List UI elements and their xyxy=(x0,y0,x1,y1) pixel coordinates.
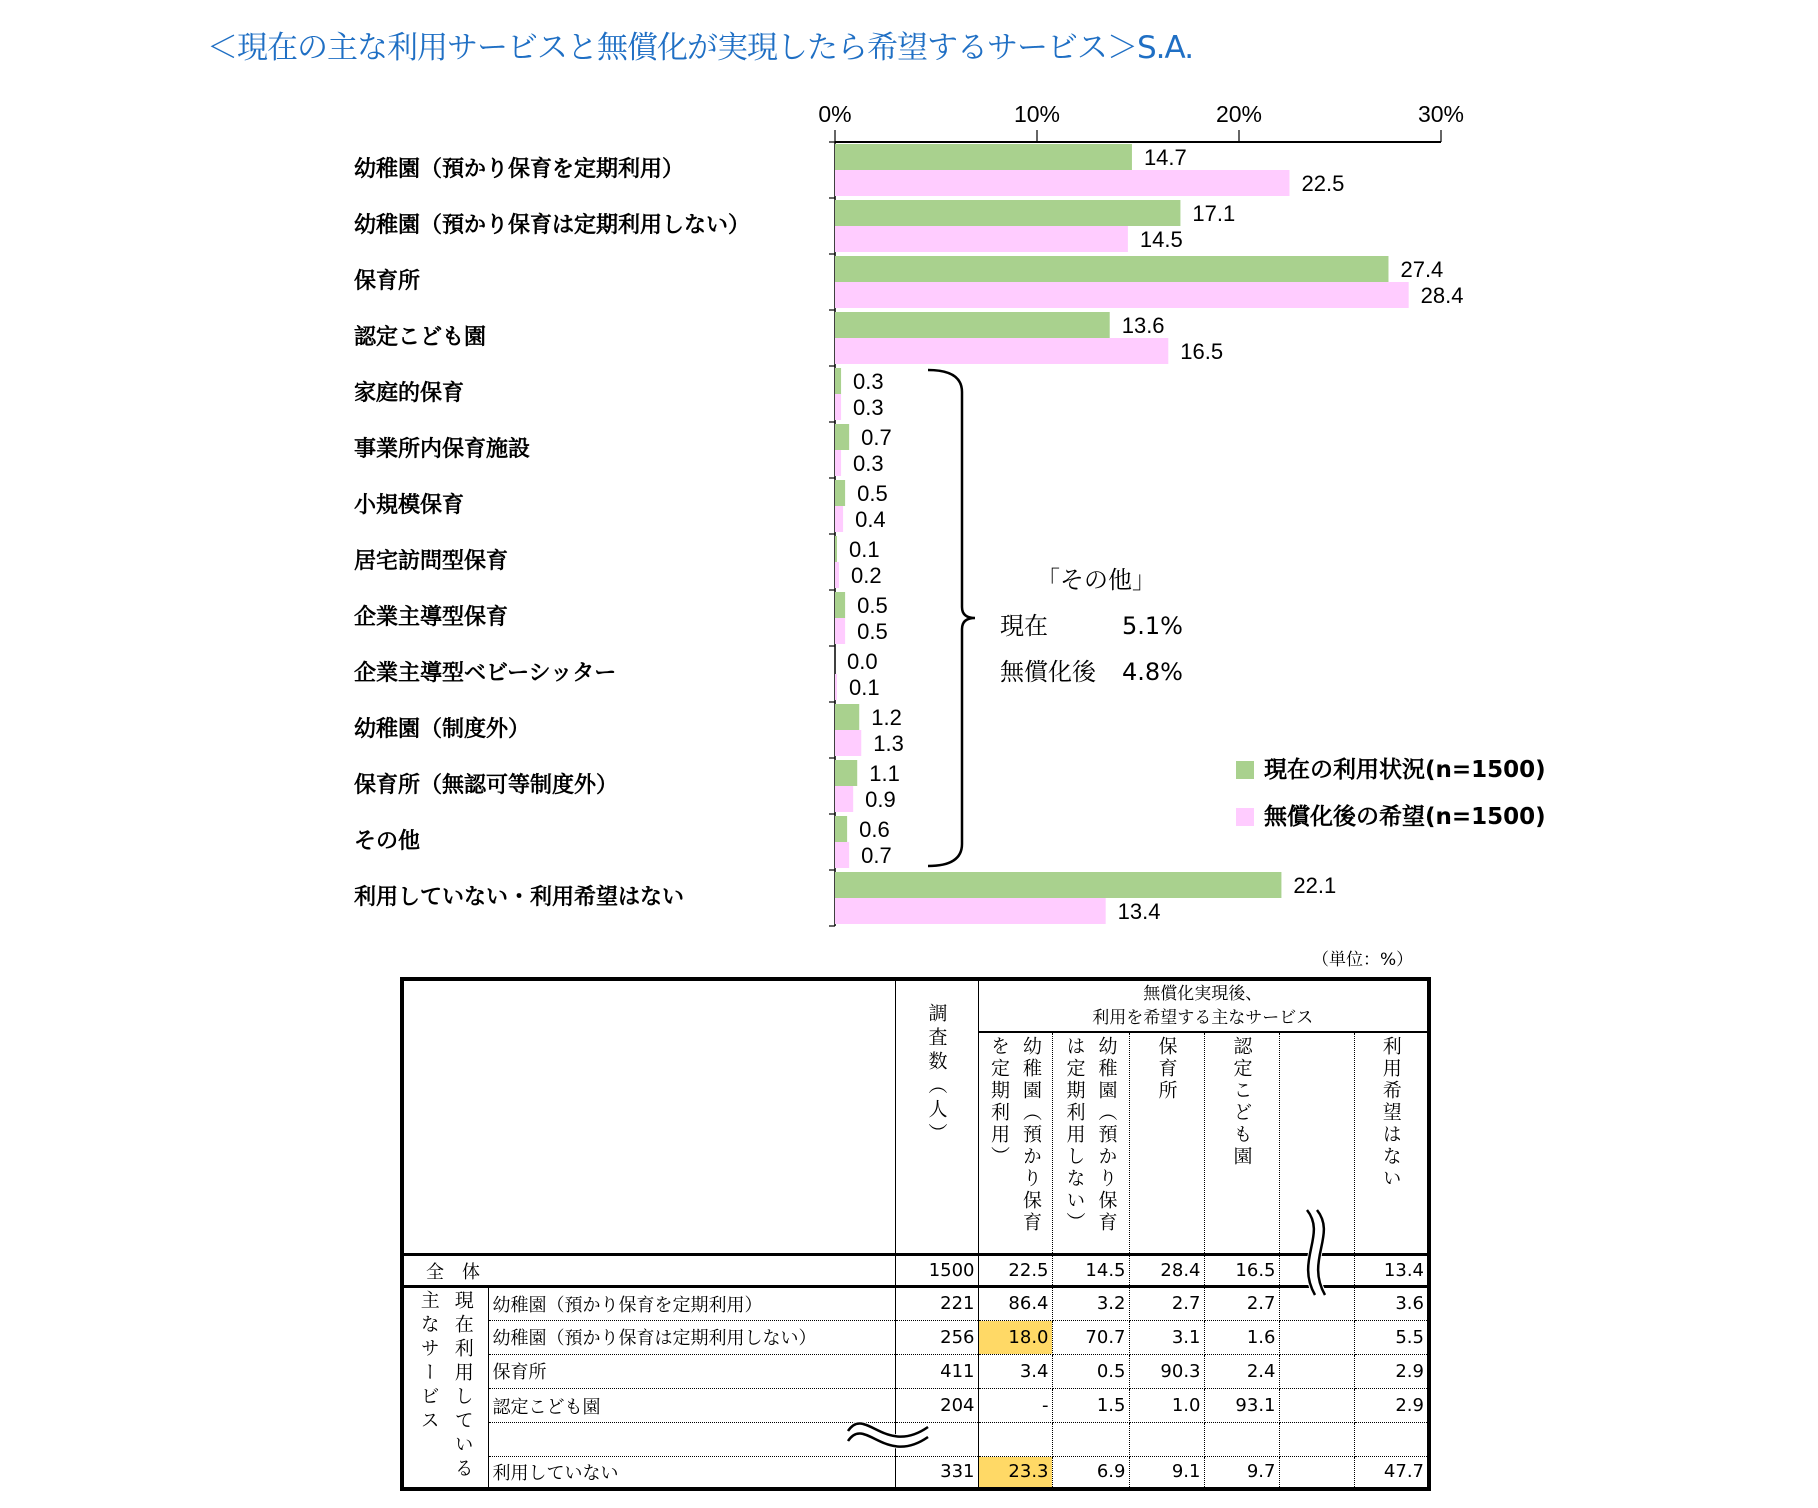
table-cell: 3.6 xyxy=(1354,1287,1429,1321)
bar-current xyxy=(835,592,845,618)
bar-after xyxy=(835,842,849,868)
total-cell: 22.5 xyxy=(978,1255,1052,1287)
row-group-label xyxy=(402,1287,488,1490)
row-label: 幼稚園（預かり保育は定期利用しない） xyxy=(488,1320,895,1354)
bar-after xyxy=(835,282,1409,308)
header-n-text: 調査数（人） xyxy=(925,1003,948,1147)
value-label-current: 17.1 xyxy=(1192,201,1236,226)
value-label-after: 28.4 xyxy=(1420,283,1464,308)
category-label: 利用していない・利用希望はない xyxy=(354,885,685,910)
table-row xyxy=(402,1389,1429,1423)
category-label: 企業主導型ベビーシッター xyxy=(354,661,617,686)
table-cell: 6.9 xyxy=(1052,1456,1129,1489)
table-cell: 2.4 xyxy=(1204,1354,1279,1389)
row-label: 幼稚園（預かり保育を定期利用） xyxy=(488,1287,895,1321)
bar-after xyxy=(835,786,853,812)
row-label xyxy=(488,1423,895,1457)
value-label-after: 0.9 xyxy=(865,787,896,812)
bar-current xyxy=(835,200,1180,226)
value-label-after: 1.3 xyxy=(873,731,904,756)
x-tick-label: 10% xyxy=(1013,101,1061,127)
legend-label-after: 無償化後の希望(n=1500) xyxy=(1264,804,1546,830)
bar-current xyxy=(835,704,859,730)
bar-current xyxy=(835,816,847,842)
bar-current xyxy=(835,760,857,786)
other-after-label: 無償化後 xyxy=(1000,658,1096,686)
table-cell: 1.6 xyxy=(1204,1320,1279,1354)
bar-after xyxy=(835,506,843,532)
bar-current xyxy=(835,424,849,450)
category-label: 幼稚園（預かり保育は定期利用しない） xyxy=(354,213,751,238)
table-cell xyxy=(1279,1389,1354,1423)
table-cell xyxy=(1279,1423,1354,1457)
table-unit: （単位：%） xyxy=(1312,950,1414,970)
category-label: 認定こども園 xyxy=(354,325,487,350)
table-cell: 411 xyxy=(895,1354,978,1389)
column-header xyxy=(1129,1032,1204,1255)
category-label: 小規模保育 xyxy=(354,493,465,518)
header-blank xyxy=(402,979,895,1255)
page-title: ＜現在の主な利用サービスと無償化が実現したら希望するサービス＞S.A. xyxy=(207,30,1194,66)
bar-after xyxy=(835,674,837,700)
header-group-line2: 利用を希望する主なサービス xyxy=(1092,1008,1314,1028)
value-label-current: 1.2 xyxy=(871,705,902,730)
value-label-after: 0.5 xyxy=(857,619,888,644)
column-header xyxy=(1052,1032,1129,1255)
other-after-value: 4.8% xyxy=(1122,658,1183,686)
table-cell: 5.5 xyxy=(1354,1320,1429,1354)
table-cell: 90.3 xyxy=(1129,1354,1204,1389)
table-cell: - xyxy=(978,1389,1052,1423)
bar-after xyxy=(835,394,841,420)
other-current-value: 5.1% xyxy=(1122,612,1183,640)
table-cell xyxy=(978,1423,1052,1457)
bar-after xyxy=(835,338,1168,364)
total-cell: 28.4 xyxy=(1129,1255,1204,1287)
total-cell: 1500 xyxy=(895,1255,978,1287)
column-header xyxy=(1204,1032,1279,1255)
bar-current xyxy=(835,312,1110,338)
brace-other xyxy=(928,370,975,866)
table-cell: 9.1 xyxy=(1129,1456,1204,1489)
row-label: 認定こども園 xyxy=(488,1389,895,1423)
category-label: 幼稚園（預かり保育を定期利用） xyxy=(354,157,685,182)
table-cell xyxy=(895,1423,978,1457)
column-header-text: 幼稚園（預かり保育は定期利用しない） xyxy=(1063,1036,1118,1234)
category-label: その他 xyxy=(354,829,421,854)
table-cell: 47.7 xyxy=(1354,1456,1429,1489)
column-header xyxy=(978,1032,1052,1255)
legend-item-current xyxy=(1236,756,1546,784)
table-cell xyxy=(1052,1423,1129,1457)
legend-swatch-current xyxy=(1236,761,1254,779)
value-label-after: 22.5 xyxy=(1301,171,1345,196)
table-cell: 0.5 xyxy=(1052,1354,1129,1389)
table-cell: 23.3 xyxy=(978,1456,1052,1489)
column-header-text: 利用希望はない xyxy=(1379,1036,1402,1190)
value-label-after: 0.4 xyxy=(855,507,886,532)
value-label-current: 13.6 xyxy=(1121,313,1165,338)
category-label: 保育所 xyxy=(354,269,421,294)
table-cell: 93.1 xyxy=(1204,1389,1279,1423)
table-row xyxy=(402,1354,1429,1389)
header-group-line1: 無償化実現後、 xyxy=(1143,984,1263,1004)
bar-after xyxy=(835,898,1106,924)
table-cell: 331 xyxy=(895,1456,978,1489)
value-label-after: 0.3 xyxy=(853,451,884,476)
value-label-current: 0.6 xyxy=(859,817,890,842)
table-cell xyxy=(1279,1456,1354,1489)
other-current-label: 現在 xyxy=(1000,612,1048,640)
total-label: 全 体 xyxy=(402,1255,895,1287)
other-annotation-heading: 「その他」 xyxy=(1036,566,1156,594)
total-cell: 16.5 xyxy=(1204,1255,1279,1287)
column-header-text: 幼稚園（預かり保育を定期利用） xyxy=(988,1036,1042,1234)
table-cell: 18.0 xyxy=(978,1320,1052,1354)
table-cell xyxy=(1279,1320,1354,1354)
total-cell: 14.5 xyxy=(1052,1255,1129,1287)
x-tick-label: 20% xyxy=(1215,101,1263,127)
bar-after xyxy=(835,618,845,644)
value-label-after: 0.3 xyxy=(853,395,884,420)
table-cell: 9.7 xyxy=(1204,1456,1279,1489)
value-label-current: 22.1 xyxy=(1293,873,1337,898)
header-group xyxy=(978,979,1429,1032)
bar-current xyxy=(835,536,837,562)
value-label-after: 14.5 xyxy=(1139,227,1183,252)
legend-swatch-after xyxy=(1236,808,1254,826)
table-cell xyxy=(1204,1423,1279,1457)
category-label: 事業所内保育施設 xyxy=(354,437,531,462)
value-label-current: 14.7 xyxy=(1143,145,1187,170)
table-cell: 2.9 xyxy=(1354,1354,1429,1389)
row-group-label-text: 現在利用している主なサービス xyxy=(417,1290,474,1482)
value-label-after: 0.7 xyxy=(861,843,892,868)
x-tick-label: 30% xyxy=(1417,101,1465,127)
value-label-after: 0.1 xyxy=(849,675,880,700)
total-cell xyxy=(1279,1255,1354,1287)
value-label-current: 27.4 xyxy=(1400,257,1444,282)
column-header-text: 認定こども園 xyxy=(1230,1036,1253,1168)
table-cell: 3.2 xyxy=(1052,1287,1129,1321)
table-cell: 2.9 xyxy=(1354,1389,1429,1423)
table-cell xyxy=(1354,1423,1429,1457)
table-cell: 86.4 xyxy=(978,1287,1052,1321)
category-label: 幼稚園（制度外） xyxy=(354,717,531,742)
table-cell xyxy=(1279,1354,1354,1389)
legend-label-current: 現在の利用状況(n=1500) xyxy=(1264,757,1546,783)
column-header xyxy=(1279,1032,1354,1255)
row-label: 保育所 xyxy=(488,1354,895,1389)
header-n xyxy=(895,979,978,1255)
legend-item-after xyxy=(1236,803,1546,831)
value-label-after: 13.4 xyxy=(1117,899,1161,924)
bar-current xyxy=(835,256,1388,282)
category-label: 保育所（無認可等制度外） xyxy=(354,773,619,798)
value-label-current: 1.1 xyxy=(869,761,900,786)
row-label: 利用していない xyxy=(488,1456,895,1489)
bar-after xyxy=(835,226,1128,252)
table-cell: 204 xyxy=(895,1389,978,1423)
value-label-after: 0.2 xyxy=(851,563,882,588)
table-row xyxy=(402,1456,1429,1489)
table-cell: 1.0 xyxy=(1129,1389,1204,1423)
bar-after xyxy=(835,170,1290,196)
bar-current xyxy=(835,368,841,394)
table-cell xyxy=(1129,1423,1204,1457)
bar-current xyxy=(835,480,845,506)
table-cell: 1.5 xyxy=(1052,1389,1129,1423)
table-row xyxy=(402,1287,1429,1321)
bar-after xyxy=(835,730,861,756)
column-header-text: 保育所 xyxy=(1155,1036,1178,1102)
table-cell: 2.7 xyxy=(1204,1287,1279,1321)
value-label-current: 0.3 xyxy=(853,369,884,394)
table-cell: 2.7 xyxy=(1129,1287,1204,1321)
value-label-after: 16.5 xyxy=(1180,339,1224,364)
table-cell xyxy=(1279,1287,1354,1321)
table-row xyxy=(402,1320,1429,1354)
cross-table xyxy=(400,977,1431,1491)
value-label-current: 0.7 xyxy=(861,425,892,450)
value-label-current: 0.5 xyxy=(857,593,888,618)
category-label: 居宅訪問型保育 xyxy=(354,549,509,574)
table-cell: 3.4 xyxy=(978,1354,1052,1389)
total-cell: 13.4 xyxy=(1354,1255,1429,1287)
value-label-current: 0.5 xyxy=(857,481,888,506)
bar-current xyxy=(835,144,1132,170)
column-header xyxy=(1354,1032,1429,1255)
value-label-current: 0.0 xyxy=(847,649,878,674)
category-label: 家庭的保育 xyxy=(354,381,465,406)
value-label-current: 0.1 xyxy=(849,537,880,562)
table-cell: 70.7 xyxy=(1052,1320,1129,1354)
table-cell: 256 xyxy=(895,1320,978,1354)
category-label: 企業主導型保育 xyxy=(354,605,509,630)
bar-after xyxy=(835,562,839,588)
x-tick-label: 0% xyxy=(818,101,852,127)
table-cell: 221 xyxy=(895,1287,978,1321)
bar-current xyxy=(835,872,1281,898)
table-cell: 3.1 xyxy=(1129,1320,1204,1354)
table-row xyxy=(402,1423,1429,1457)
bar-after xyxy=(835,450,841,476)
